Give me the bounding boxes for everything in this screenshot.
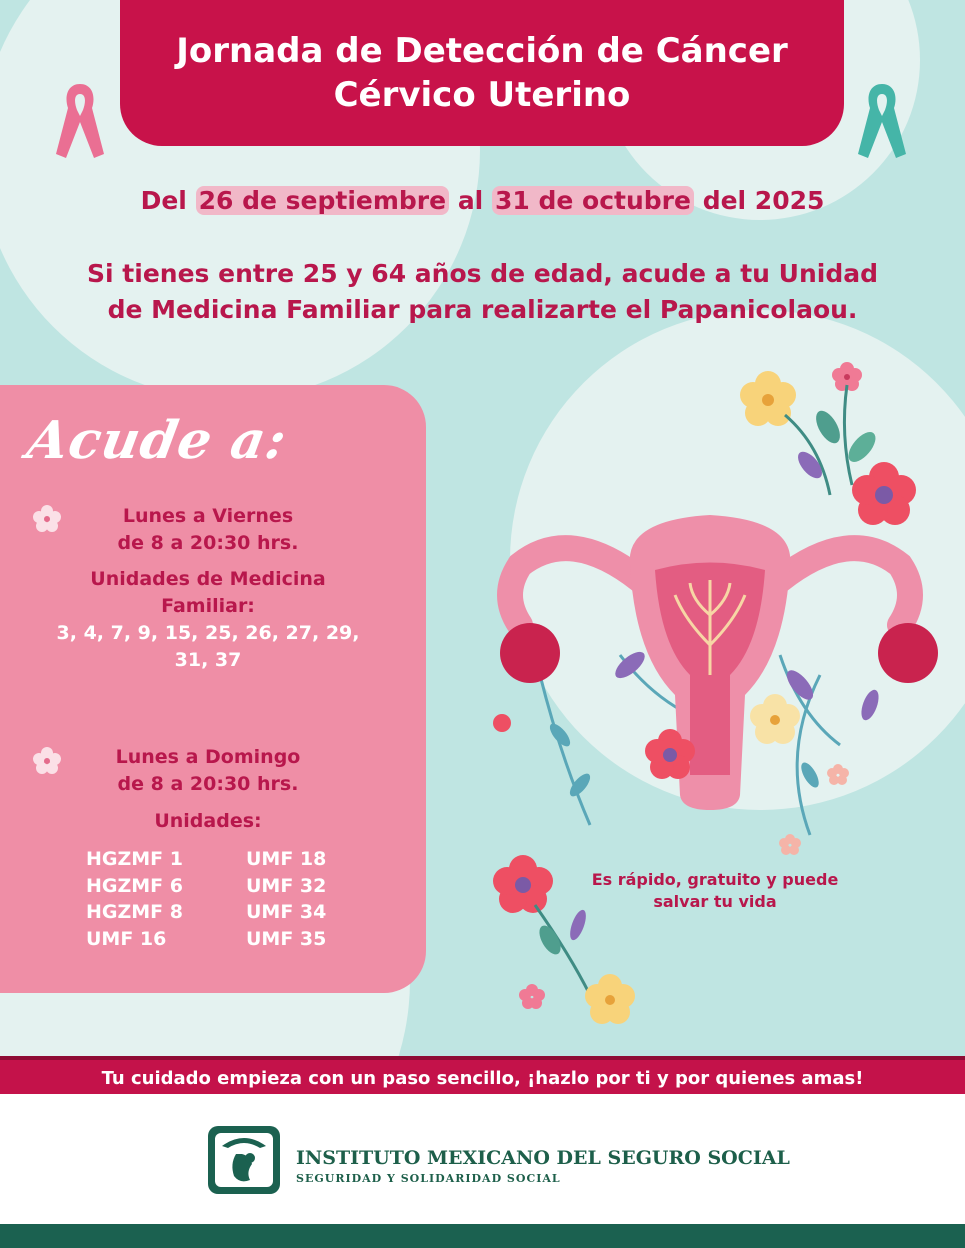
uterus-illustration xyxy=(480,355,960,1045)
footer-message: Tu cuidado empieza con un paso sencillo, ¡hazlo por ti y por quienes amas! xyxy=(0,1056,965,1094)
date-middle: al xyxy=(457,186,484,215)
intro-line-2: de Medicina Familiar para realizarte el Papanicolaou. xyxy=(107,295,858,324)
institution-tagline: SEGURIDAD Y SOLIDARIDAD SOCIAL xyxy=(296,1172,561,1185)
allweek-units-label: Unidades: xyxy=(154,810,262,832)
weekday-units-list-1: 3, 4, 7, 9, 15, 25, 26, 27, 29, xyxy=(56,622,360,644)
date-suffix: del 2025 xyxy=(702,186,825,215)
title-banner xyxy=(120,0,844,146)
intro-line-1: Si tienes entre 25 y 64 años de edad, acude a tu Unidad xyxy=(87,259,878,288)
unit-item: HGZMF 8 xyxy=(86,901,183,923)
unit-item: UMF 16 xyxy=(86,927,167,950)
slogan-line-1: Es rápido, gratuito y puede xyxy=(591,870,839,889)
weekday-units-label-2: Familiar: xyxy=(161,595,255,617)
slogan-line-2: salvar tu vida xyxy=(653,892,777,911)
intro-text xyxy=(60,256,905,328)
unit-item: UMF 32 xyxy=(246,874,327,897)
title-line-1: Jornada de Detección de Cáncer xyxy=(176,31,788,71)
institution-name: INSTITUTO MEXICANO DEL SEGURO SOCIAL xyxy=(296,1147,790,1169)
weekday-units-list-2: 31, 37 xyxy=(174,649,242,671)
imss-logo-icon xyxy=(206,1124,282,1196)
pink-ribbon-icon xyxy=(50,78,110,164)
start-date: 26 de septiembre xyxy=(196,186,450,215)
unit-item: HGZMF 1 xyxy=(86,848,183,870)
campaign-dates xyxy=(0,186,965,215)
teal-ribbon-icon xyxy=(852,78,912,164)
allweek-days: Lunes a Domingo xyxy=(115,746,301,768)
slogan xyxy=(570,869,860,913)
acude-heading: Acude a: xyxy=(22,410,292,471)
allweek-units-grid xyxy=(86,846,366,952)
unit-item: UMF 34 xyxy=(246,901,327,923)
flower-bullet-icon xyxy=(33,747,61,775)
weekday-schedule xyxy=(60,503,356,557)
flower-decoration xyxy=(740,362,916,525)
allweek-schedule xyxy=(60,744,356,798)
allweek-units-label-block xyxy=(60,808,356,835)
unit-item: HGZMF 6 xyxy=(86,874,183,897)
flower-bullet-icon xyxy=(33,505,61,533)
unit-item: UMF 18 xyxy=(246,848,327,870)
title-line-2: Cérvico Uterino xyxy=(333,75,631,115)
weekday-units-label-1: Unidades de Medicina xyxy=(90,568,326,590)
allweek-hours: de 8 a 20:30 hrs. xyxy=(117,773,299,795)
end-date: 31 de octubre xyxy=(492,186,694,215)
weekday-hours: de 8 a 20:30 hrs. xyxy=(117,532,299,554)
weekday-units xyxy=(40,566,376,674)
weekday-days: Lunes a Viernes xyxy=(122,505,294,527)
bottom-stripe xyxy=(0,1224,965,1248)
date-prefix: Del xyxy=(140,186,187,215)
unit-item: UMF 35 xyxy=(246,927,327,950)
